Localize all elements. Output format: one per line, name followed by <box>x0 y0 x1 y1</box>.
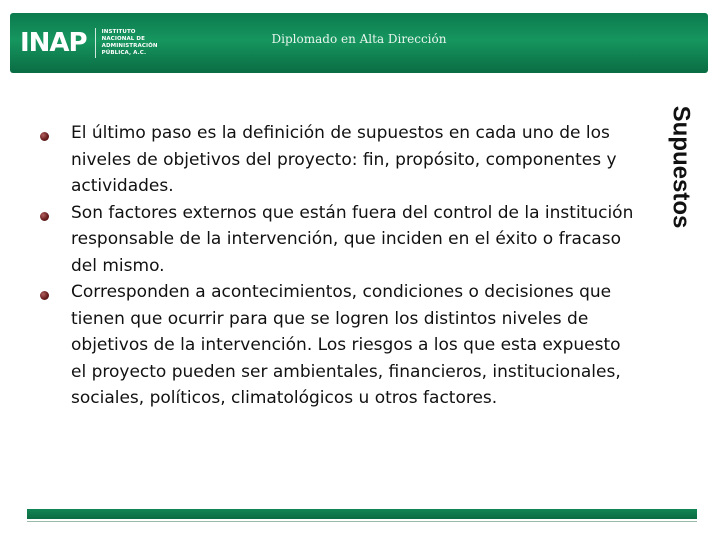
bullet-dot-icon <box>40 212 49 221</box>
bullet-text: Corresponden a acontecimientos, condiciones o decisiones que tienen que ocurrir para que se logren los distintos niveles de objetivos de la intervención. Los riesgos a los que esta expuesto el proyecto pueden ser ambientales, financieros, institucionales, sociales, políticos, climatológicos u otros factores. <box>71 282 621 408</box>
list-item <box>40 200 640 280</box>
logo-subtitle-line: INSTITUTO <box>101 29 136 35</box>
footer-bar <box>27 509 697 519</box>
list-item <box>40 120 640 200</box>
bullet-list <box>40 120 640 412</box>
header-banner <box>10 13 708 73</box>
logo-wordmark: INAP <box>20 28 87 58</box>
list-item <box>40 279 640 412</box>
bullet-dot-icon <box>40 291 49 300</box>
slide-side-title <box>655 94 705 239</box>
footer-divider <box>27 521 697 522</box>
bullet-text: El último paso es la definición de supuestos en cada uno de los niveles de objetivos del proyecto: fin, propósito, componentes y actividades. <box>71 123 617 196</box>
logo-subtitle-line: NACIONAL DE <box>101 36 145 42</box>
bullet-text: Son factores externos que están fuera del control de la institución responsable de la intervención, que inciden en el éxito o fracaso del mismo. <box>71 202 634 276</box>
logo-subtitle-line: PÚBLICA, A.C. <box>101 50 147 56</box>
side-title-text: Supuestos <box>667 105 694 228</box>
logo-subtitle-line: ADMINISTRACIÓN <box>101 43 158 49</box>
bullet-dot-icon <box>40 132 49 141</box>
header-title: Diplomado en Alta Dirección <box>271 32 447 46</box>
